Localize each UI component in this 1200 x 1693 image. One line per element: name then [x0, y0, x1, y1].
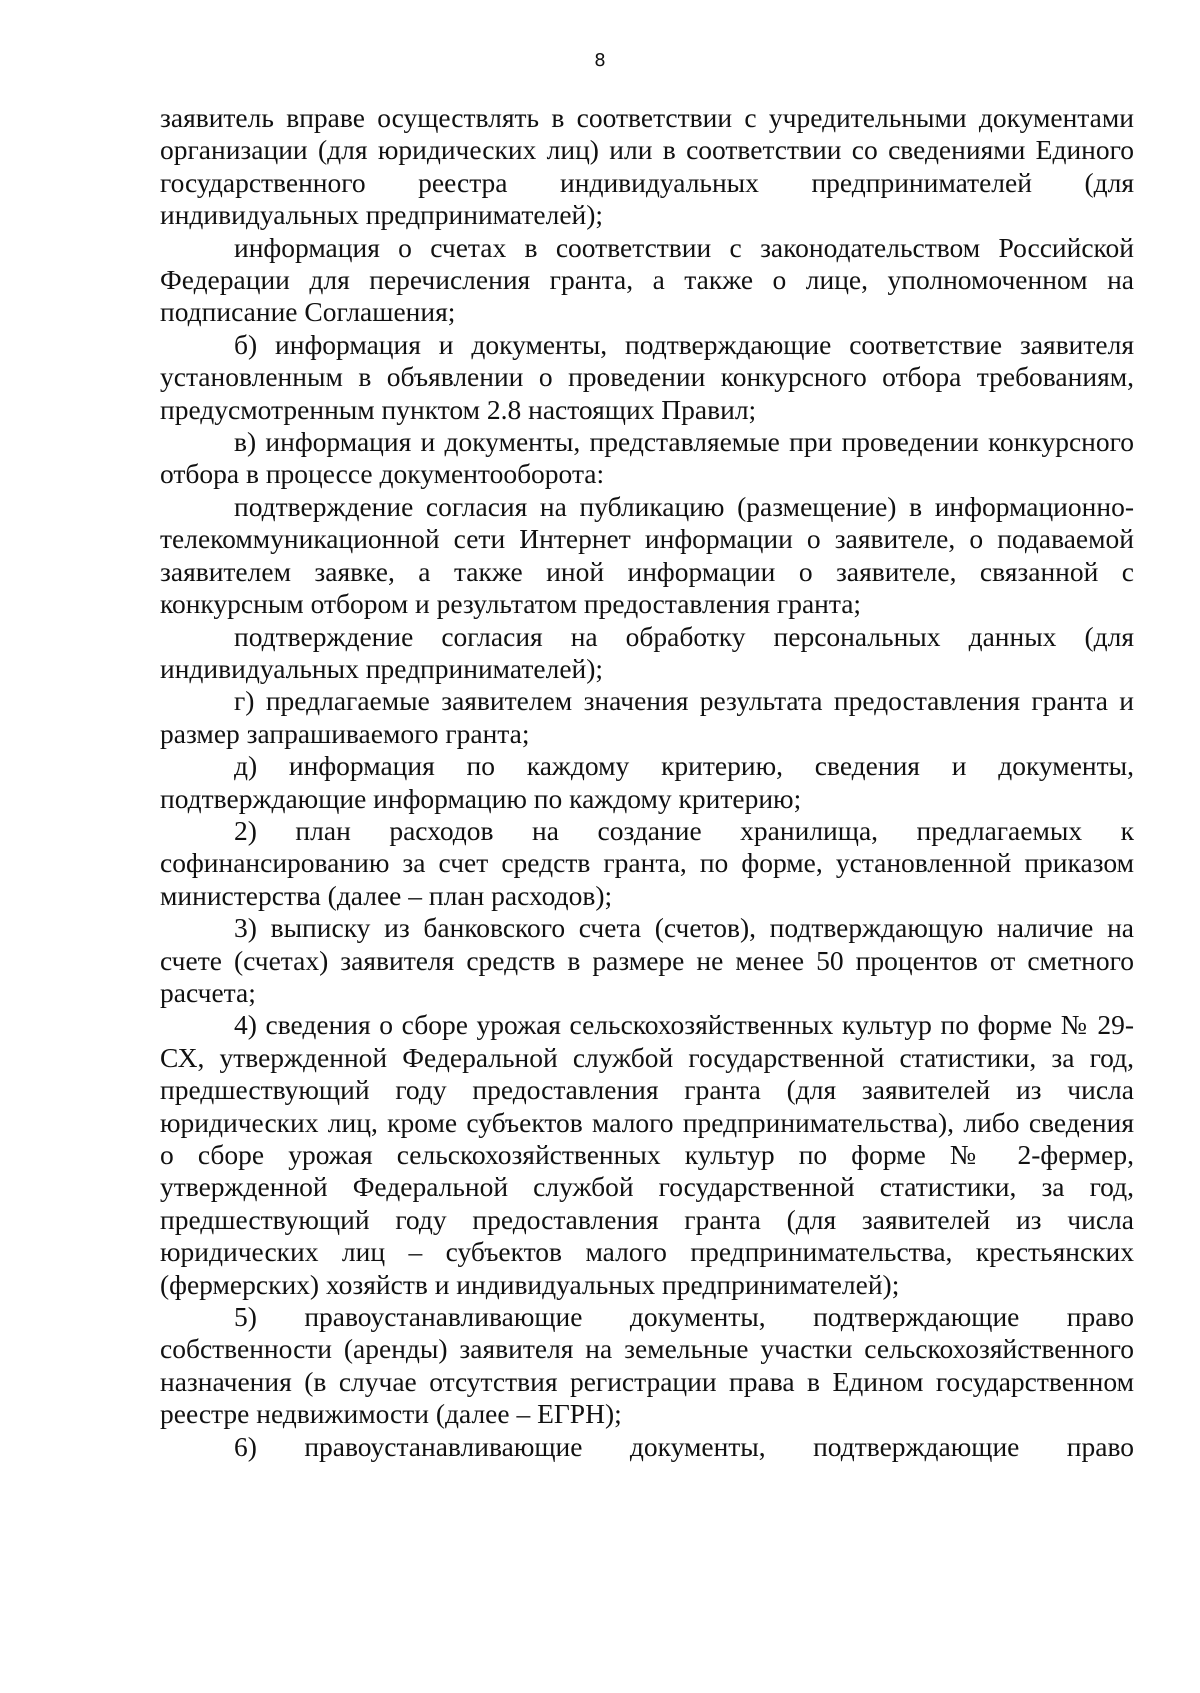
paragraph-item-4: 4) сведения о сборе урожая сельскохозяйственных культур по форме № 29-СХ, утвержденной Федеральной службой государственной статистики, за год, предшествующий году предоставления гранта (для заявителей из числа юридических лиц, кроме субъектов малого предпринимательства), либо сведения о сборе урожая сельскохозяйственных культур по форме № 2-фермер, утвержденной Федеральной службой государственной статистики, за год, предшествующий году предоставления гранта (для заявителей из числа юридических лиц – субъектов малого предпринимательства, крестьянских (фермерских) хозяйств и индивидуальных предпринимателей);: [160, 1009, 1134, 1300]
paragraph-account-info: информация о счетах в соответствии с законодательством Российской Федерации для перечисления гранта, а также о лице, уполномоченном на подписание Соглашения;: [160, 231, 1134, 328]
paragraph-item-d: д) информация по каждому критерию, сведения и документы, подтверждающие информацию по каждому критерию;: [160, 750, 1134, 814]
paragraph-item-6: 6) правоустанавливающие документы, подтверждающие право: [234, 1430, 1134, 1462]
paragraph-item-b: б) информация и документы, подтверждающие соответствие заявителя установленным в объявлении о проведении конкурсного отбора требованиям, предусмотренным пунктом 2.8 настоящих Правил;: [160, 328, 1134, 425]
paragraph-item-g: г) предлагаемые заявителем значения результата предоставления гранта и размер запрашиваемого гранта;: [160, 685, 1134, 749]
document-body: [160, 102, 1134, 1463]
paragraph-personal-data-consent: подтверждение согласия на обработку персональных данных (для индивидуальных предпринимателей);: [160, 620, 1134, 684]
paragraph-item-3: 3) выписку из банковского счета (счетов), подтверждающую наличие на счете (счетах) заявителя средств в размере не менее 50 процентов от сметного расчета;: [160, 912, 1134, 1008]
page-number: 8: [594, 50, 606, 71]
paragraph-applicant-rights: заявитель вправе осуществлять в соответствии с учредительными документами организации (для юридических лиц) или в соответствии со сведениями Единого государственного реестра индивидуальных предпринимателей (для индивидуальных предпринимателей);: [160, 102, 1134, 231]
paragraph-item-2: 2) план расходов на создание хранилища, предлагаемых к софинансированию за счет средств гранта, по форме, установленной приказом министерства (далее – план расходов);: [160, 814, 1134, 911]
paragraph-publication-consent: подтверждение согласия на публикацию (размещение) в информационно-телекоммуникационной сети Интернет информации о заявителе, о подаваемой заявителем заявке, а также иной информации о заявителе, связанной с конкурсным отбором и результатом предоставления гранта;: [160, 490, 1134, 620]
paragraph-item-5: 5) правоустанавливающие документы, подтверждающие право собственности (аренды) заявителя на земельные участки сельскохозяйственного назначения (в случае отсутствия регистрации права в Едином государственном реестре недвижимости (далее – ЕГРН);: [160, 1301, 1134, 1430]
paragraph-item-v: в) информация и документы, представляемые при проведении конкурсного отбора в процессе документооборота:: [160, 426, 1134, 490]
